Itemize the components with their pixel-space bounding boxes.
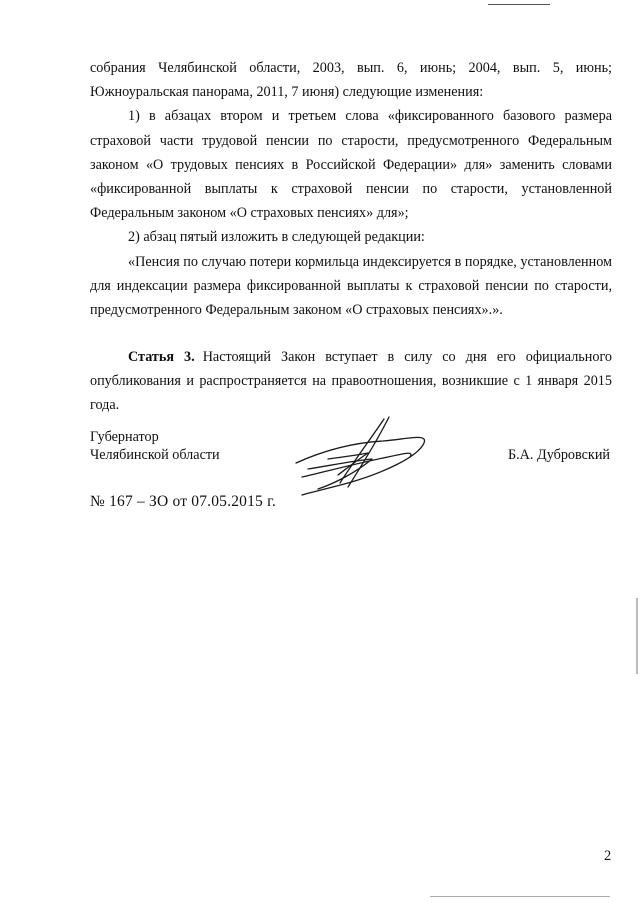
governor-name: Б.А. Дубровский (507, 447, 610, 463)
amendments-text (90, 56, 612, 322)
signature-drawing (288, 413, 438, 499)
page-number: 2 (604, 848, 612, 864)
law-number: № 167 – ЗО от 07.05.2015 г. (90, 493, 276, 510)
governor-title (90, 428, 220, 464)
top-rule (488, 4, 550, 5)
paragraph-item-1: 1) в абзацах втором и третьем слова «фиксированного базового размера страховой части трудовой пенсии по старости, предусмотренного Федеральным законом «О трудовых пенсиях в Российской Федерации» для» заменить словами «фиксированной выплаты к страховой пенсии по старости, установленной Федеральным законом «О страховых пенсиях» для»; (90, 108, 612, 222)
paragraph-intro: собрания Челябинской области, 2003, вып. 6, июнь; 2004, вып. 5, июнь; Южноуральская панорама, 2011, 7 июня) следующие изменения: (90, 60, 612, 101)
article-3-text: Настоящий Закон вступает в силу со дня его официального опубликования и распространяется на правоотношения, возникшие с 1 января 2015 года. (90, 349, 613, 414)
bottom-rule (430, 896, 610, 897)
paragraph-quote: «Пенсия по случаю потери кормильца индексируется в порядке, установленном для индексации размера фиксированной выплаты к страховой пенсии по старости, предусмотренного Федеральным законом «О страховых пенсиях».». (90, 253, 612, 319)
article-3 (90, 345, 612, 418)
paragraph-item-2: 2) абзац пятый изложить в следующей редакции: (128, 229, 425, 246)
governor-title-line-1: Губернатор (90, 429, 159, 445)
article-3-label: Статья 3. (128, 349, 195, 365)
handwritten-signature (288, 413, 438, 499)
governor-title-line-2: Челябинской области (90, 447, 220, 463)
scan-edge-mark (636, 598, 638, 674)
